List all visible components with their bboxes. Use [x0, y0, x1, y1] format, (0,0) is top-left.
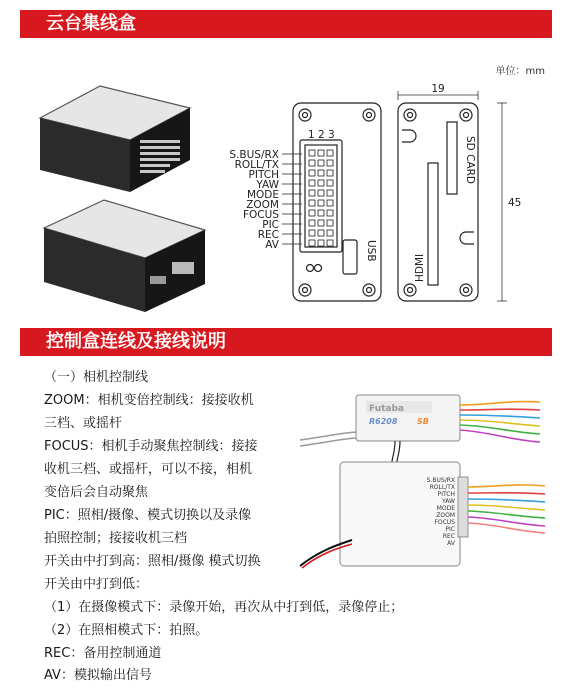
- pin-socket: [318, 220, 324, 226]
- focus-line-1: FOCUS：相机手动聚焦控制线：接接: [44, 439, 258, 454]
- product-photo-top: [40, 86, 190, 192]
- cb-label-pic: PIC: [445, 526, 455, 533]
- focus-line-3: 变倍后会自动聚焦: [44, 485, 149, 500]
- zoom-line-1: ZOOM：相机变倍控制线：接接收机: [44, 393, 254, 408]
- pin-socket: [327, 230, 333, 236]
- product-photo-bottom: [44, 200, 205, 312]
- cb-label-pitch: PITCH: [437, 491, 455, 498]
- pin-label-yaw: YAW: [256, 179, 279, 191]
- camera-control-heading: （一）相机控制线: [44, 370, 149, 385]
- pin-socket: [309, 160, 315, 166]
- pin-socket: [327, 150, 333, 156]
- pin-leader-lines: [282, 154, 302, 244]
- unit-label: 单位：mm: [495, 66, 545, 77]
- section-title-banner: [20, 328, 552, 356]
- pin-label-focus: FOCUS: [243, 209, 279, 221]
- pin-header-grid: [309, 150, 333, 246]
- pin-socket: [318, 200, 324, 206]
- pin-socket: [327, 210, 333, 216]
- cb-label-roll: ROLL/TX: [429, 484, 455, 491]
- receiver-brand: Futaba: [369, 404, 404, 414]
- sd-card-label: SD CARD: [464, 136, 476, 184]
- pin-socket: [327, 180, 333, 186]
- mode-video-line: （1）在摄像模式下：录像开始，再次从中打到低，录像停止；: [44, 600, 404, 615]
- dimension-width: 19: [431, 83, 445, 95]
- pin-label-roll: ROLL/TX: [234, 159, 279, 171]
- cb-label-yaw: YAW: [442, 498, 455, 505]
- pin-socket: [309, 190, 315, 196]
- pin-socket: [327, 190, 333, 196]
- pin-socket: [309, 240, 315, 246]
- pin-socket: [309, 200, 315, 206]
- receiver-model-suffix: SB: [417, 417, 429, 426]
- pin-socket: [318, 160, 324, 166]
- mode-photo-line: （2）在照相模式下：拍照。: [44, 623, 209, 638]
- pin-socket: [327, 170, 333, 176]
- cb-label-zoom: ZOOM: [436, 512, 455, 519]
- pin-socket: [327, 200, 333, 206]
- pin-label-zoom: ZOOM: [246, 199, 279, 211]
- pin-socket: [318, 210, 324, 216]
- focus-line-2: 收机三档、或摇杆，可以不接，相机: [44, 462, 253, 477]
- pic-line-1: PIC：照相/摄像、模式切换以及录像: [44, 508, 252, 523]
- usb-label: USB: [365, 240, 377, 262]
- pin-socket: [327, 240, 333, 246]
- pin-label-pic: PIC: [262, 219, 279, 231]
- front-view-drawing: [293, 103, 381, 301]
- pin-socket: [318, 180, 324, 186]
- pin-socket: [318, 170, 324, 176]
- hdmi-label: HDMI: [414, 253, 426, 282]
- cb-label-sbus: S.BUS/RX: [426, 477, 455, 484]
- receiver-model: R6208: [369, 417, 398, 426]
- av-line: AV：模拟输出信号: [44, 668, 152, 683]
- dimension-height: 45: [508, 197, 522, 209]
- pin-socket: [318, 150, 324, 156]
- pin-labels: [229, 149, 279, 251]
- pin-socket: [309, 210, 315, 216]
- switch-high-line: 开关由中打到高：照相/摄像 模式切换: [44, 554, 261, 569]
- pin-label-sbus: S.BUS/RX: [229, 149, 279, 161]
- cb-label-rec: REC: [442, 533, 455, 540]
- back-view-drawing: [398, 103, 478, 301]
- pin-label-av: AV: [265, 239, 279, 251]
- pin-socket: [327, 220, 333, 226]
- cb-label-focus: FOCUS: [434, 519, 455, 526]
- switch-low-line: 开关由中打到低：: [44, 577, 149, 592]
- pin-label-rec: REC: [257, 229, 279, 241]
- section-title: 控制盒连线及接线说明: [46, 331, 226, 352]
- pin-label-mode: MODE: [246, 189, 279, 201]
- rec-line: REC：备用控制通道: [44, 646, 162, 661]
- cb-label-mode: MODE: [436, 505, 455, 512]
- pin-socket: [318, 190, 324, 196]
- section-title: 云台集线盒: [46, 13, 136, 34]
- pin-socket: [309, 180, 315, 186]
- pin-socket: [309, 170, 315, 176]
- pin-socket: [309, 220, 315, 226]
- zoom-line-2: 三档、或摇杆: [44, 416, 123, 431]
- pin-socket: [327, 160, 333, 166]
- cb-label-av: AV: [447, 540, 455, 547]
- pin-socket: [318, 240, 324, 246]
- pin-socket: [309, 150, 315, 156]
- pic-line-2: 拍照控制；接接收机三档: [44, 531, 188, 546]
- pin-socket: [318, 230, 324, 236]
- pin-socket: [309, 230, 315, 236]
- pin-label-pitch: PITCH: [248, 169, 279, 181]
- pin-header-numbers: 1 2 3: [308, 129, 335, 141]
